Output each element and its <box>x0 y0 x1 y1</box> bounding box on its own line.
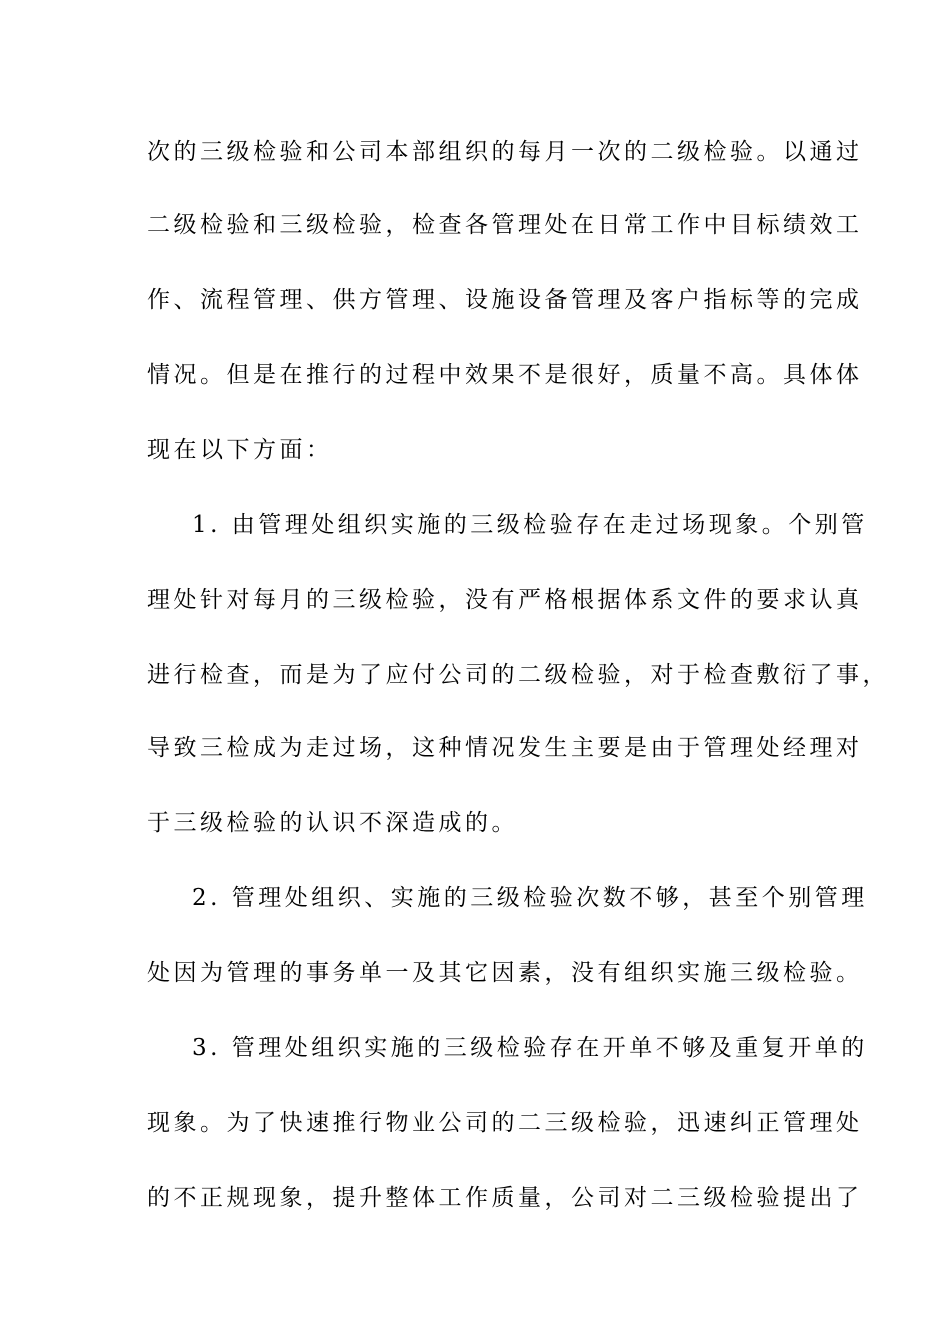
paragraph-line: 作、流程管理、供方管理、设施设备管理及客户指标等的完成 <box>147 287 863 313</box>
paragraph-line: 进行检查，而是为了应付公司的二级检验，对于检查敷衍了事， <box>147 662 889 688</box>
paragraph-line: 于三级检验的认识不深造成的。 <box>147 810 518 836</box>
list-item-3-line: 3. 管理处组织实施的三级检验存在开单不够及重复开单的 <box>192 1035 868 1061</box>
list-item-2-line: 2. 管理处组织、实施的三级检验次数不够，甚至个别管理 <box>192 885 868 911</box>
paragraph-line: 情况。但是在推行的过程中效果不是很好，质量不高。具体体 <box>147 362 863 388</box>
paragraph-line: 的不正规现象，提升整体工作质量，公司对二三级检验提出了 <box>147 1185 863 1211</box>
list-item-1-line: 1. 由管理处组织实施的三级检验存在走过场现象。个别管 <box>192 512 868 538</box>
paragraph-line: 二级检验和三级检验，检查各管理处在日常工作中目标绩效工 <box>147 212 863 238</box>
paragraph-line: 导致三检成为走过场，这种情况发生主要是由于管理处经理对 <box>147 735 863 761</box>
paragraph-line: 理处针对每月的三级检验，没有严格根据体系文件的要求认真 <box>147 587 863 613</box>
paragraph-line: 次的三级检验和公司本部组织的每月一次的二级检验。以通过 <box>147 139 863 165</box>
paragraph-line: 处因为管理的事务单一及其它因素，没有组织实施三级检验。 <box>147 960 863 986</box>
paragraph-line: 现在以下方面： <box>147 437 333 463</box>
paragraph-line: 现象。为了快速推行物业公司的二三级检验，迅速纠正管理处 <box>147 1110 863 1136</box>
